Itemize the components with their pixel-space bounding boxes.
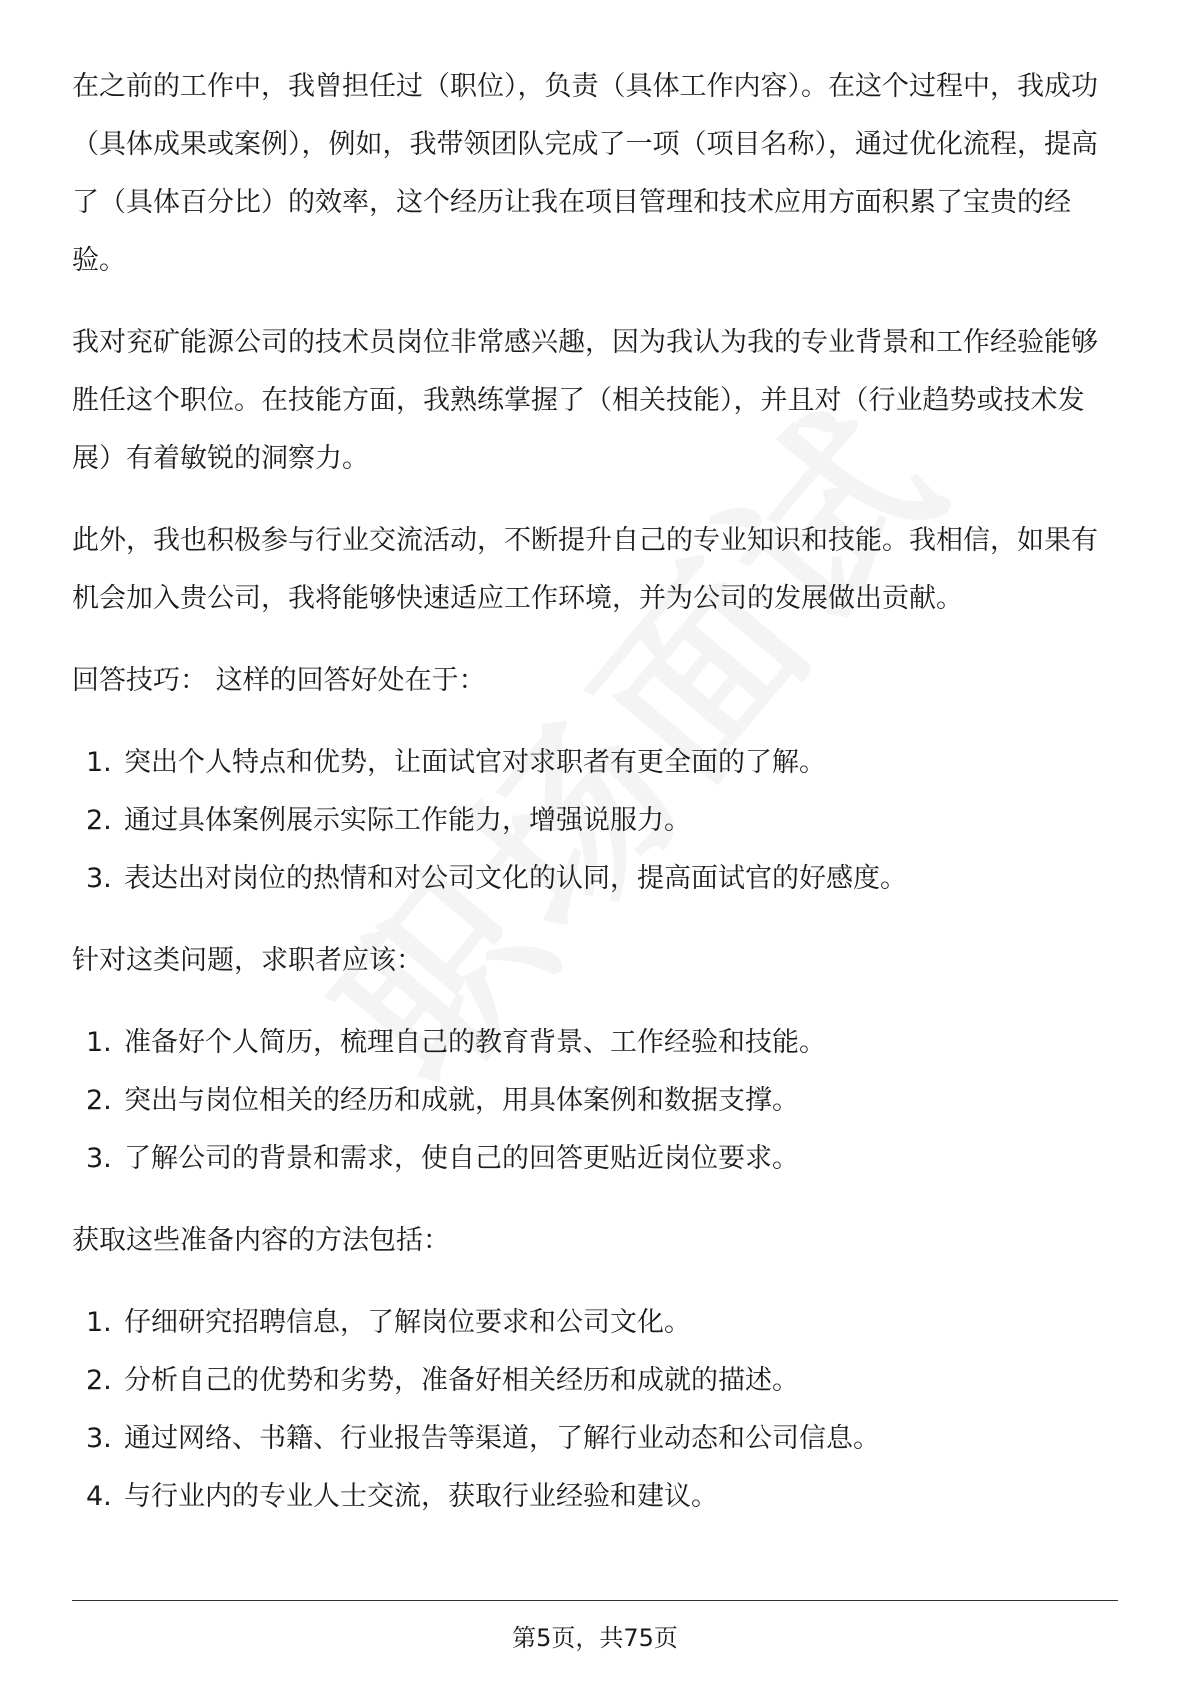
methods-list: [72, 1294, 1118, 1526]
list-number: 3.: [86, 863, 112, 894]
paragraph-experience: 在之前的工作中，我曾担任过（职位），负责（具体工作内容）。在这个过程中，我成功（具体成果或案例），例如，我带领团队完成了一项（项目名称），通过优化流程，提高了（具体百分比）的效率，这个经历让我在项目管理和技术应用方面积累了宝贵的经验。: [72, 71, 1098, 276]
list-number: 2.: [86, 805, 112, 836]
list-item: [72, 1468, 1118, 1526]
tips-list: [72, 734, 1118, 908]
list-number: 4.: [86, 1481, 112, 1512]
list-text: 通过网络、书籍、行业报告等渠道，了解行业动态和公司信息。: [124, 1423, 880, 1454]
list-text: 突出与岗位相关的经历和成就，用具体案例和数据支撑。: [124, 1085, 799, 1116]
list-item: [72, 1014, 1118, 1072]
footer-divider: [72, 1600, 1118, 1601]
list-number: 3.: [86, 1423, 112, 1454]
list-text: 通过具体案例展示实际工作能力，增强说服力。: [124, 805, 691, 836]
document-body: [72, 58, 1118, 1550]
list-text: 分析自己的优势和劣势，准备好相关经历和成就的描述。: [124, 1365, 799, 1396]
list-text: 与行业内的专业人士交流，获取行业经验和建议。: [124, 1481, 718, 1512]
list-item: [72, 1130, 1118, 1188]
should-list: [72, 1014, 1118, 1188]
list-item: [72, 1294, 1118, 1352]
list-number: 2.: [86, 1365, 112, 1396]
list-text: 仔细研究招聘信息，了解岗位要求和公司文化。: [124, 1307, 691, 1338]
should-heading: 针对这类问题，求职者应该：: [72, 945, 423, 976]
list-item: [72, 850, 1118, 908]
methods-heading: 获取这些准备内容的方法包括：: [72, 1225, 450, 1256]
paragraph-interest: 我对兖矿能源公司的技术员岗位非常感兴趣，因为我认为我的专业背景和工作经验能够胜任这个职位。在技能方面，我熟练掌握了（相关技能），并且对（行业趋势或技术发展）有着敏锐的洞察力。: [72, 327, 1098, 474]
list-number: 3.: [86, 1143, 112, 1174]
paragraph-commitment: 此外，我也积极参与行业交流活动，不断提升自己的专业知识和技能。我相信，如果有机会加入贵公司，我将能够快速适应工作环境，并为公司的发展做出贡献。: [72, 525, 1098, 614]
list-number: 1.: [86, 1027, 112, 1058]
list-text: 突出个人特点和优势，让面试官对求职者有更全面的了解。: [124, 747, 826, 778]
page-number: 第5页，共75页: [512, 1624, 678, 1652]
list-text: 了解公司的背景和需求，使自己的回答更贴近岗位要求。: [124, 1143, 799, 1174]
list-number: 2.: [86, 1085, 112, 1116]
list-number: 1.: [86, 1307, 112, 1338]
list-item: [72, 1072, 1118, 1130]
list-text: 表达出对岗位的热情和对公司文化的认同，提高面试官的好感度。: [124, 863, 907, 894]
list-number: 1.: [86, 747, 112, 778]
tips-heading: 回答技巧： 这样的回答好处在于：: [72, 665, 486, 696]
list-item: [72, 1352, 1118, 1410]
list-item: [72, 734, 1118, 792]
list-item: [72, 1410, 1118, 1468]
list-item: [72, 792, 1118, 850]
list-text: 准备好个人简历，梳理自己的教育背景、工作经验和技能。: [124, 1027, 826, 1058]
